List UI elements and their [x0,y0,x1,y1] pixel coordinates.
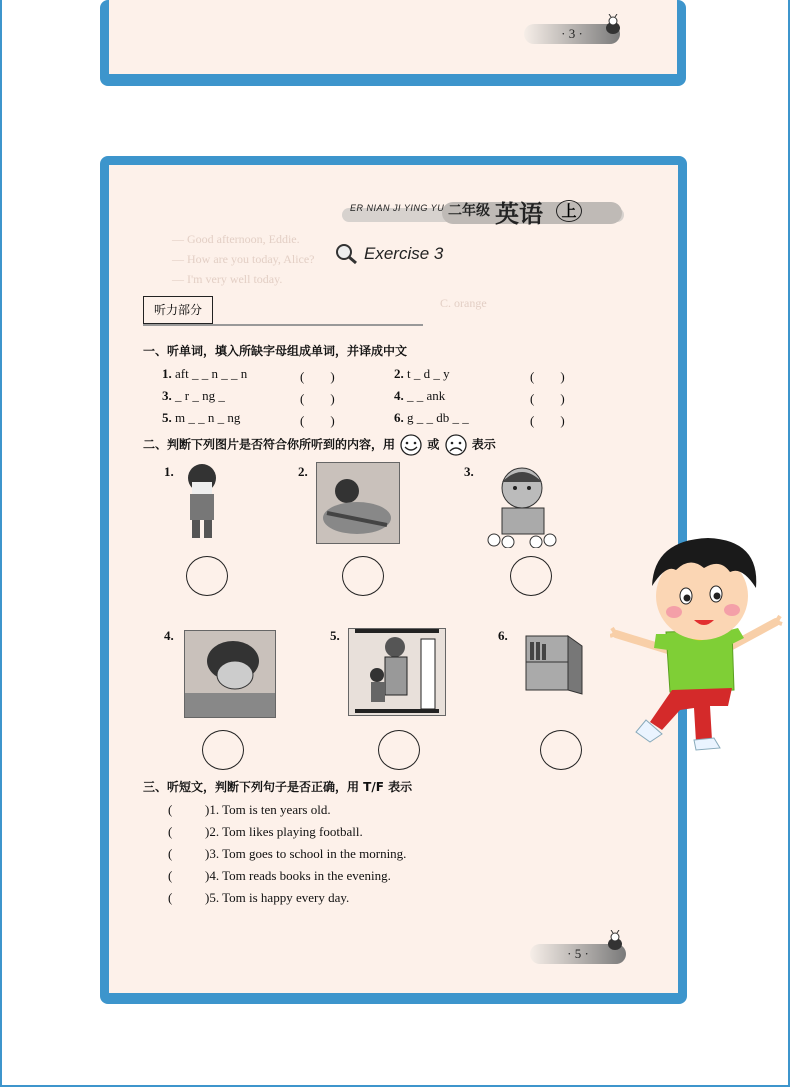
sad-face-icon [444,434,468,456]
tf-item: )4. Tom reads books in the evening. [205,868,391,883]
s1-paren[interactable]: ( ) [530,369,565,384]
page-number: · 5 · [567,946,589,961]
header-pinyin: ER NIAN JI YING YU [350,203,445,213]
s1-paren[interactable]: ( ) [530,391,565,406]
tf-item: )1. Tom is ten years old. [205,802,331,817]
book-header [342,200,624,226]
s1-item: 2. t _ d _ y [394,366,450,381]
listening-section-tag: 听力部分 [143,296,213,324]
header-grade: 二年级 [448,203,490,219]
section1-heading: 一、听单词，填入所缺字母组成单词，并译成中文 [143,344,408,358]
tf-paren[interactable]: ( [168,824,173,839]
cartoon-boy-illustration [610,530,788,755]
s1-item: 6. g _ _ db _ _ [394,410,469,425]
answer-circle[interactable] [342,556,384,596]
s1-item: 5. m _ _ n _ ng [162,410,241,425]
exercise-title: Exercise 3 [364,244,444,263]
bleed-through-line: — I'm very well today. [172,272,283,286]
answer-circle[interactable] [540,730,582,770]
page-number: · 3 · [561,26,583,41]
tf-item: )3. Tom goes to school in the morning. [205,846,407,861]
bee-icon [604,930,626,952]
header-subject: 英语 [495,200,543,228]
section3-heading: 三、听短文，判断下列句子是否正确，用 T/F 表示 [143,780,413,794]
picture-child-sleeping [184,630,276,718]
magnifier-icon [334,243,358,265]
picture-bookshelf [516,630,590,696]
picture-mother-and-child [348,628,446,716]
tf-item: )2. Tom likes playing football. [205,824,363,839]
answer-circle[interactable] [186,556,228,596]
picture-child-in-bed [316,462,400,544]
bee-icon [602,14,624,36]
picture-number: 1. [164,464,174,479]
tag-underline [143,324,423,326]
s1-paren[interactable]: ( ) [300,413,335,428]
picture-number: 2. [298,464,308,479]
s1-item: 1. aft _ _ n _ _ n [162,366,248,381]
answer-circle[interactable] [510,556,552,596]
picture-boy-with-apples [484,462,564,548]
bleed-through-line: — How are you today, Alice? [172,252,315,266]
picture-child-covering-mouth [180,462,224,540]
picture-number: 5. [330,628,340,643]
bleed-through-line: C. orange [440,296,487,310]
tf-paren[interactable]: ( [168,846,173,861]
tf-item: )5. Tom is happy every day. [205,890,350,905]
picture-number: 4. [164,628,174,643]
answer-circle[interactable] [378,730,420,770]
smiley-face-icon [399,434,423,456]
s1-item: 3. _ r _ ng _ [162,388,225,403]
s1-paren[interactable]: ( ) [300,369,335,384]
tf-paren[interactable]: ( [168,868,173,883]
picture-number: 6. [498,628,508,643]
bleed-through-line: — Good afternoon, Eddie. [172,232,300,246]
s1-paren[interactable]: ( ) [530,413,565,428]
s1-paren[interactable]: ( ) [300,391,335,406]
tf-paren[interactable]: ( [168,802,173,817]
answer-circle[interactable] [202,730,244,770]
picture-number: 3. [464,464,474,479]
tf-paren[interactable]: ( [168,890,173,905]
s1-item: 4. _ _ ank [394,388,446,403]
section2-heading: 二、判断下列图片是否符合你所听到的内容，用 或 表示 [143,434,496,456]
header-volume: 上 [556,200,582,222]
